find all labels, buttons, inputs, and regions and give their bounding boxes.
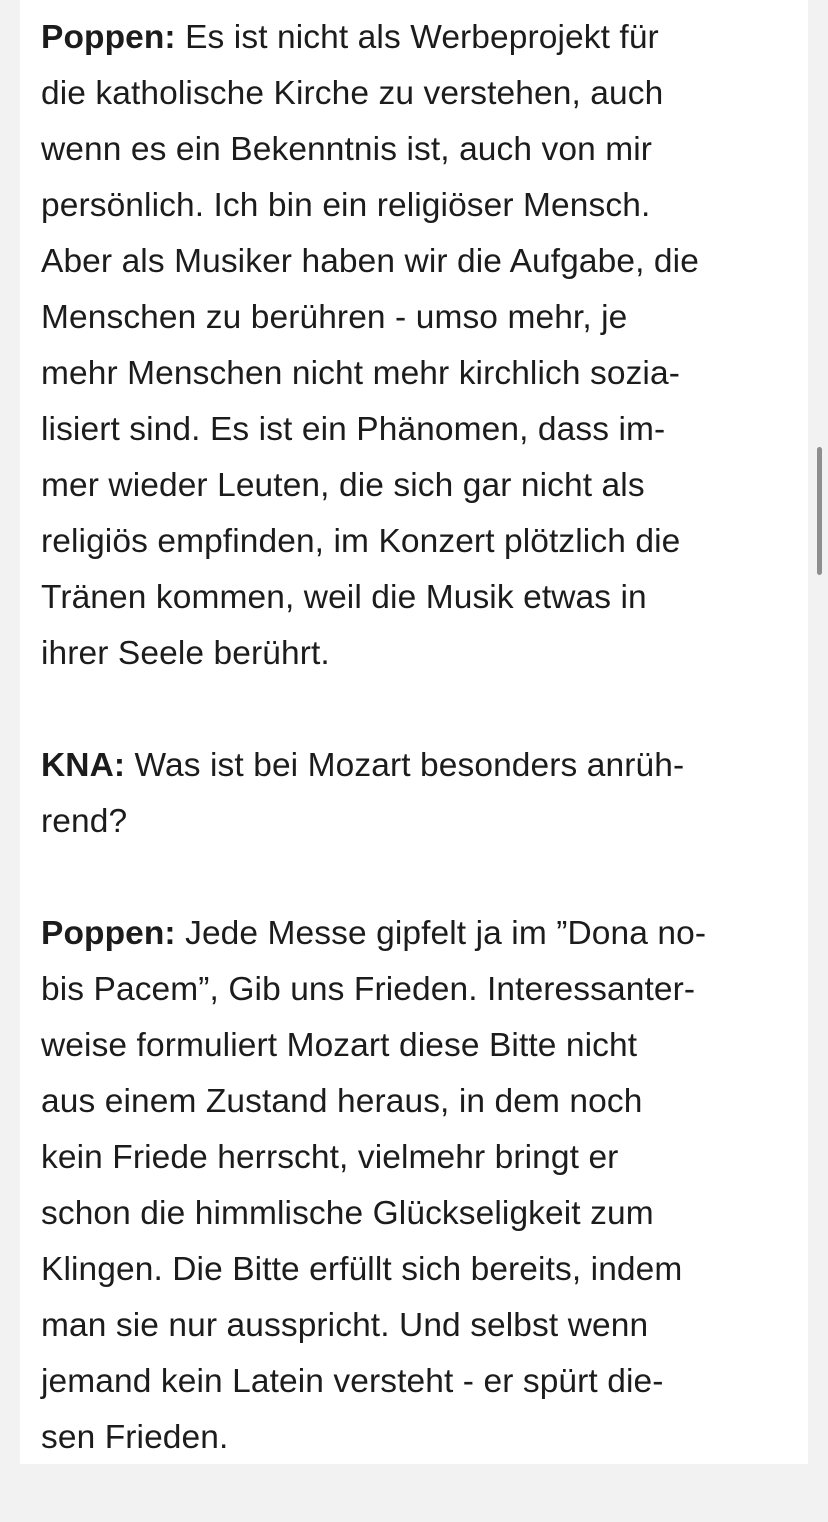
text-line: Poppen: Es ist nicht als Werbeprojekt für xyxy=(41,19,659,56)
text-line: man sie nur ausspricht. Und selbst wenn xyxy=(41,1307,649,1344)
interview-question xyxy=(41,738,793,850)
text-line: Tränen kommen, weil die Musik etwas in xyxy=(41,579,647,616)
text-line: mehr Menschen nicht mehr kirchlich sozia- xyxy=(41,355,680,392)
text-line: Poppen: Jede Messe gipfelt ja im ”Dona no- xyxy=(41,915,707,952)
text-line: bis Pacem”, Gib uns Frieden. Interessanter- xyxy=(41,971,696,1008)
text-line: Klingen. Die Bitte erfüllt sich bereits, indem xyxy=(41,1251,683,1288)
text-line: mer wieder Leuten, die sich gar nicht als xyxy=(41,467,645,504)
text-line: ihrer Seele berührt. xyxy=(41,635,330,672)
interview-answer-1 xyxy=(41,10,793,682)
text-line: sen Frieden. xyxy=(41,1419,229,1456)
text-line: KNA: Was ist bei Mozart besonders anrüh- xyxy=(41,747,685,784)
article-body xyxy=(41,10,793,1522)
text-line: religiös empfinden, im Konzert plötzlich die xyxy=(41,523,681,560)
text-line: die katholische Kirche zu verstehen, auch xyxy=(41,75,664,112)
text-line: wenn es ein Bekenntnis ist, auch von mir xyxy=(41,131,653,168)
text-line: jemand kein Latein versteht - er spürt die- xyxy=(41,1363,664,1400)
text-line: Menschen zu berühren - umso mehr, je xyxy=(41,299,628,336)
text-line: aus einem Zustand heraus, in dem noch xyxy=(41,1083,643,1120)
speaker-label: Poppen: xyxy=(41,915,176,952)
text-line: rend? xyxy=(41,803,128,840)
text-line: weise formuliert Mozart diese Bitte nicht xyxy=(41,1027,638,1064)
text-line: schon die himmlische Glückseligkeit zum xyxy=(41,1195,654,1232)
interview-answer-2 xyxy=(41,906,793,1466)
text-line: lisiert sind. Es ist ein Phänomen, dass im- xyxy=(41,411,666,448)
text-line: Aber als Musiker haben wir die Aufgabe, die xyxy=(41,243,699,280)
text-line: persönlich. Ich bin ein religiöser Mensch. xyxy=(41,187,651,224)
scrollbar-thumb[interactable] xyxy=(817,447,822,575)
text-line: kein Friede herrscht, vielmehr bringt er xyxy=(41,1139,619,1176)
speaker-label: KNA: xyxy=(41,747,126,784)
article-page xyxy=(20,0,808,1464)
speaker-label: Poppen: xyxy=(41,19,176,56)
